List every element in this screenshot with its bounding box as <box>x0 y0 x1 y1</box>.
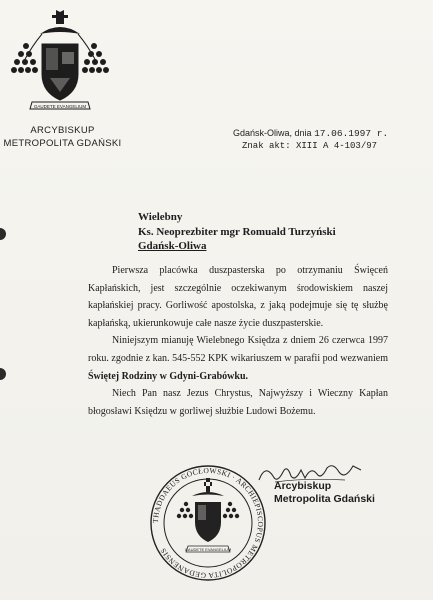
letter-body <box>88 262 388 420</box>
place: Gdańsk-Oliwa, dnia <box>233 128 312 138</box>
issuer-block <box>0 124 125 150</box>
seal-ring-text: THADDAEUS GOCŁOWSKI · ARCHIEPISCOPUS METROPOLITA GEDANENSIS <box>150 465 266 581</box>
reference-number: Znak akt: XIII A 4-103/97 <box>242 141 378 151</box>
archdiocese-seal-icon <box>148 458 268 588</box>
punch-hole <box>0 368 6 380</box>
crest-motto: GAUDETE EVANGELIUM <box>33 103 87 109</box>
addressee-city: Gdańsk-Oliwa <box>138 240 207 252</box>
date: 17.06.1997 r. <box>314 128 389 139</box>
archbishop-crest-icon <box>10 6 110 126</box>
parish-name: Świętej Rodziny w Gdyni-Grabówku. <box>88 370 249 382</box>
issuer-title: ARCYBISKUP <box>30 125 95 136</box>
signoff-subtitle: Metropolita Gdański <box>274 493 375 505</box>
place-date <box>233 128 388 139</box>
seal-motto: GAUDETE EVANGELIUM <box>184 546 232 552</box>
addressee-name: Ks. Neoprezbiter mgr Romuald Turzyński <box>138 225 336 238</box>
signoff-block <box>274 480 375 506</box>
paragraph: Pierwsza placówka duszpasterska po otrzymaniu Święceń Kapłańskich, jest szczególnie oczekiwanym środowiskiem naszej kapłańskiej pracy. Gorliwość apostolska, z jaką podejmuje się tę służbę kapłańską, ukierunkowuje całe nasze życie duszpasterskie. <box>88 265 388 329</box>
issuer-subtitle: METROPOLITA GDAŃSKI <box>3 138 122 149</box>
paragraph: Niech Pan nasz Jezus Chrystus, Najwyższy i Wieczny Kapłan błogosławi Księdzu w gorliwej służbie Ludowi Bożemu. <box>88 388 388 417</box>
punch-hole <box>0 228 6 240</box>
signoff-title: Arcybiskup <box>274 480 332 492</box>
salutation: Wielebny <box>138 211 183 223</box>
paragraph: Niniejszym mianuję Wielebnego Księdza z dniem 26 czerwca 1997 roku. zgodnie z kan. 545-552 KPK wikariuszem w parafii pod wezwaniem Świętej Rodziny w Gdyni-Grabówku. <box>88 335 388 382</box>
addressee-block <box>138 210 336 254</box>
